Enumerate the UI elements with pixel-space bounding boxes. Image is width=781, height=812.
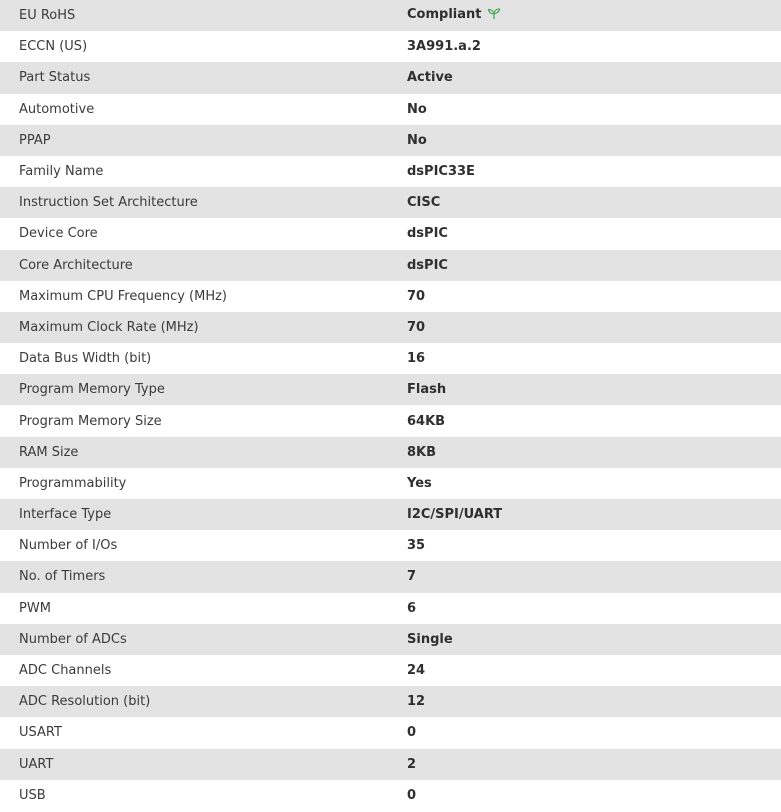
spec-value-uart: 2: [407, 756, 417, 772]
spec-label-data-bus-width: Data Bus Width (bit): [19, 351, 152, 367]
spec-value-usb: 0: [407, 787, 417, 803]
spec-value-pwm: 6: [407, 600, 417, 616]
table-row: [0, 250, 781, 281]
spec-value-adc-channels: 24: [407, 663, 426, 679]
leaf-icon: [487, 8, 501, 24]
spec-label-isa: Instruction Set Architecture: [19, 195, 198, 211]
table-row: [0, 281, 781, 312]
spec-value-eccn: 3A991.a.2: [407, 39, 481, 55]
table-row: [0, 94, 781, 125]
spec-value-eu-rohs: [407, 0, 781, 31]
spec-value-max-cpu-frequency: 70: [407, 288, 426, 304]
table-row: [0, 624, 781, 655]
spec-label-usart: USART: [19, 725, 62, 741]
table-row: [0, 405, 781, 436]
spec-label-adc-resolution: ADC Resolution (bit): [19, 694, 151, 710]
table-row: [0, 530, 781, 561]
spec-label-interface-type: Interface Type: [19, 507, 112, 523]
spec-value-core-architecture: dsPIC: [407, 257, 448, 273]
spec-value-number-of-ios: 35: [407, 538, 426, 554]
table-row: [0, 717, 781, 748]
spec-value-program-memory-type: Flash: [407, 382, 447, 398]
spec-label-core-architecture: Core Architecture: [19, 257, 133, 273]
table-row: [0, 374, 781, 405]
spec-value-part-status: Active: [407, 70, 453, 86]
spec-value-usart: 0: [407, 725, 417, 741]
spec-value-adc-resolution: 12: [407, 694, 426, 710]
table-row: [0, 468, 781, 499]
spec-label-number-of-adcs: Number of ADCs: [19, 631, 127, 647]
spec-value-timers: 7: [407, 569, 417, 585]
table-row: [0, 312, 781, 343]
table-row: [0, 561, 781, 592]
spec-label-automotive: Automotive: [19, 101, 95, 117]
spec-label-max-cpu-frequency: Maximum CPU Frequency (MHz): [19, 288, 227, 304]
spec-label-ram-size: RAM Size: [19, 444, 79, 460]
spec-label-program-memory-size: Program Memory Size: [19, 413, 162, 429]
spec-label-usb: USB: [19, 787, 46, 803]
table-row: [0, 499, 781, 530]
spec-value-automotive: No: [407, 101, 427, 117]
spec-label-family-name: Family Name: [19, 164, 104, 180]
spec-value-isa: CISC: [407, 195, 441, 211]
spec-value-ram-size: 8KB: [407, 444, 437, 460]
spec-value-interface-type: I2C/SPI/UART: [407, 507, 503, 523]
rohs-status-text: Compliant: [407, 7, 482, 23]
spec-label-max-clock-rate: Maximum Clock Rate (MHz): [19, 319, 199, 335]
spec-value-number-of-adcs: Single: [407, 631, 453, 647]
table-row: [0, 686, 781, 717]
table-row: [0, 62, 781, 93]
spec-value-program-memory-size: 64KB: [407, 413, 446, 429]
table-row: [0, 593, 781, 624]
spec-label-program-memory-type: Program Memory Type: [19, 382, 165, 398]
spec-label-timers: No. of Timers: [19, 569, 106, 585]
spec-value-programmability: Yes: [407, 475, 432, 491]
table-row: [0, 343, 781, 374]
table-row: [0, 31, 781, 62]
spec-label-programmability: Programmability: [19, 475, 127, 491]
table-row: [0, 187, 781, 218]
spec-label-eu-rohs: EU RoHS: [19, 8, 76, 24]
spec-label-number-of-ios: Number of I/Os: [19, 538, 118, 554]
spec-label-eccn: ECCN (US): [19, 39, 88, 55]
table-row: [0, 780, 781, 811]
table-row: [0, 437, 781, 468]
spec-label-device-core: Device Core: [19, 226, 98, 242]
spec-label-uart: UART: [19, 756, 54, 772]
spec-value-ppap: No: [407, 132, 427, 148]
spec-value-device-core: dsPIC: [407, 226, 448, 242]
spec-label-part-status: Part Status: [19, 70, 91, 86]
spec-value-max-clock-rate: 70: [407, 319, 426, 335]
table-row: [0, 156, 781, 187]
table-row: [0, 0, 781, 31]
table-row: [0, 125, 781, 156]
spec-value-family-name: dsPIC33E: [407, 164, 475, 180]
spec-label-pwm: PWM: [19, 600, 51, 616]
spec-label-ppap: PPAP: [19, 132, 51, 148]
table-row: [0, 218, 781, 249]
spec-label-adc-channels: ADC Channels: [19, 663, 112, 679]
spec-value-data-bus-width: 16: [407, 351, 426, 367]
table-row: [0, 655, 781, 686]
table-row: [0, 749, 781, 780]
